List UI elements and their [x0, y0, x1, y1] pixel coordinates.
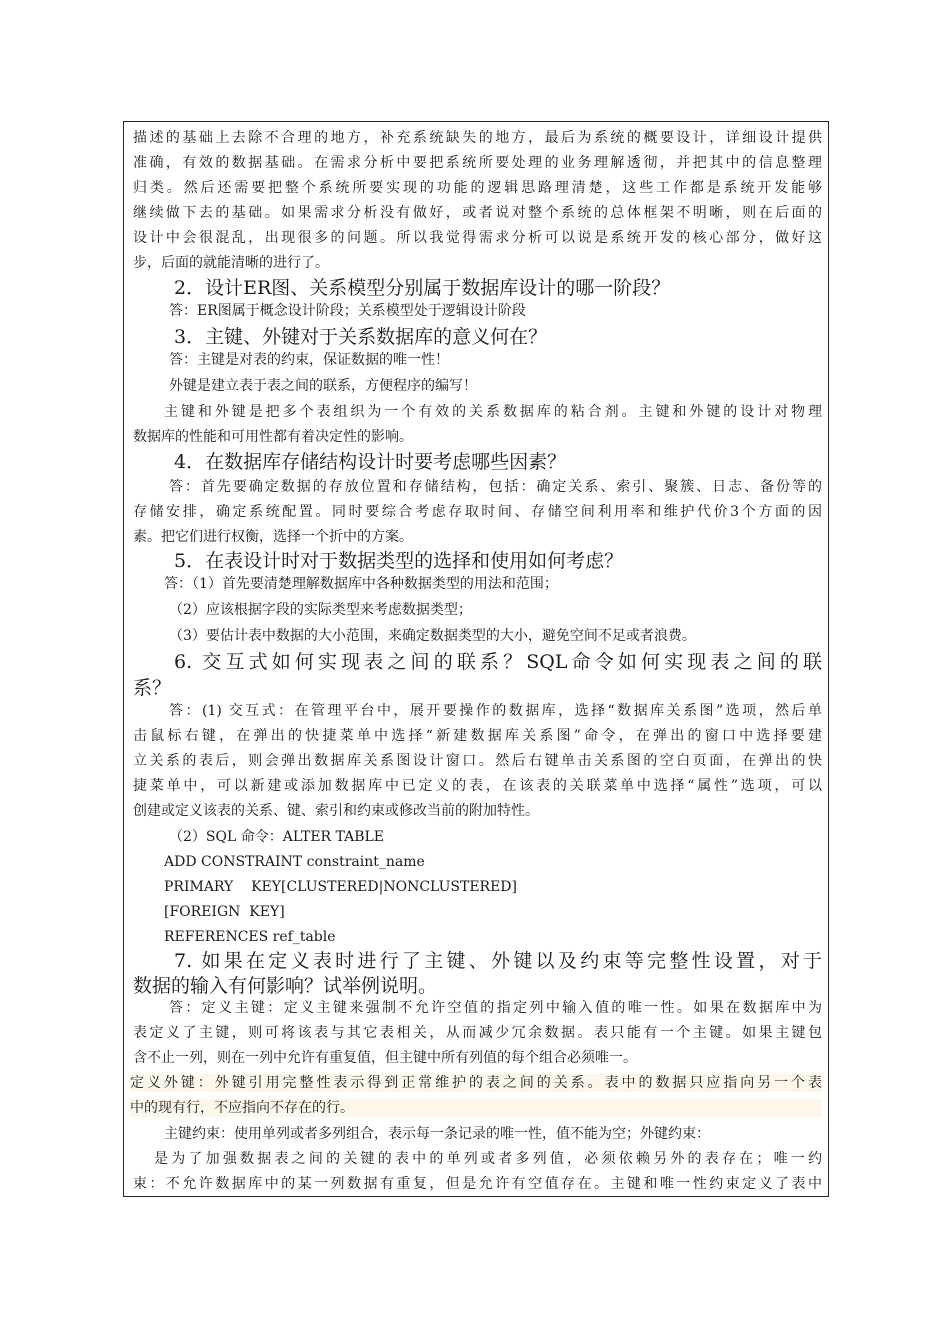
question-heading: 5．在表设计时对于数据类型的选择和使用如何考虑？	[174, 550, 624, 572]
text-line: 继续做下去的基础。如果需求分析没有做好，或者说对整个系统的总体框架不明晰，则在后面的	[133, 205, 822, 221]
answer-line: 答：主键是对表的约束，保证数据的唯一性！	[169, 352, 449, 368]
answer-line: 束：不允许数据库中的某一列数据有重复，但是允许有空值存在。主键和唯一性约束定义了表中	[133, 1176, 822, 1192]
question-heading: 系？	[133, 677, 172, 699]
text-line: 设计中会很混乱，出现很多的问题。所以我觉得需求分析可以说是系统开发的核心部分，做好这	[133, 230, 822, 246]
answer-line: 中的现有行，不应指向不存在的行。	[130, 1099, 822, 1117]
answer-line: 答：ER图属于概念设计阶段；关系模型处于逻辑设计阶段	[169, 303, 526, 319]
answer-line: 是为了加强数据表之间的关键的表中的单列或者多列值，必须依赖另外的表存在；唯一约	[154, 1151, 822, 1167]
question-heading: 7. 如果在定义表时进行了主键、外键以及约束等完整性设置，对于	[174, 950, 822, 972]
question-heading: 4．在数据库存储结构设计时要考虑哪些因素？	[174, 451, 567, 473]
answer-line: 答：(1) 交互式：在管理平台中，展开要操作的数据库，选择“数据库关系图”选项，然后单	[169, 703, 822, 719]
answer-line: 定义外键：外键引用完整性表示得到正常维护的表之间的关系。表中的数据只应指向另一个表	[130, 1075, 822, 1091]
sql-line: PRIMARY KEY[CLUSTERED|NONCLUSTERED]	[164, 879, 517, 895]
answer-line: 创建或定义该表的关系、键、索引和约束或修改当前的附加特性。	[133, 803, 539, 819]
sql-line: ADD CONSTRAINT constraint_name	[164, 854, 425, 870]
text-line: 步，后面的就能清晰的进行了。	[133, 255, 329, 271]
answer-line: 击鼠标右键，在弹出的快捷菜单中选择“新建数据库关系图”命令，在弹出的窗口中选择要建	[133, 728, 822, 744]
answer-line: 表定义了主键，则可将该表与其它表相关，从而减少冗余数据。表只能有一个主键。如果主键包	[133, 1025, 822, 1041]
sql-line: REFERENCES ref_table	[164, 929, 336, 945]
text-line: 归类。然后还需要把整个系统所要实现的功能的逻辑思路理清楚，这些工作都是系统开发能够	[133, 180, 822, 196]
answer-line: 立关系的表后，则会弹出数据库关系图设计窗口。然后右键单击关系图的空白页面，在弹出的快	[133, 753, 822, 769]
question-heading: 数据的输入有何影响？试举例说明。	[133, 975, 438, 997]
answer-line: 外键是建立表于表之间的联系，方便程序的编写！	[169, 378, 477, 394]
answer-line: 含不止一列，则在一列中允许有重复值，但主键中所有列值的每个组合必须唯一。	[133, 1050, 637, 1066]
answer-line: 主键和外键是把多个表组织为一个有效的关系数据库的粘合剂。主键和外键的设计对物理	[164, 404, 822, 420]
question-heading: 2．设计ER图、关系模型分别属于数据库设计的哪一阶段？	[174, 277, 671, 299]
question-heading: 3．主键、外键对于关系数据库的意义何在？	[174, 326, 548, 348]
text-line: 准确，有效的数据基础。在需求分析中要把系统所要处理的业务理解透彻，并把其中的信息整理	[133, 155, 822, 171]
answer-line: （3）要估计表中数据的大小范围，来确定数据类型的大小，避免空间不足或者浪费。	[169, 628, 696, 644]
answer-line: 主键约束：使用单列或者多列组合，表示每一条记录的唯一性，值不能为空；外键约束：	[164, 1126, 710, 1142]
sql-line: （2）SQL 命令：ALTER TABLE	[169, 829, 385, 845]
answer-line: 数据库的性能和可用性都有着决定性的影响。	[133, 429, 413, 445]
answer-line: 答：（1）首先要清楚理解数据库中各种数据类型的用法和范围；	[164, 576, 558, 592]
answer-line: 捷菜单中，可以新建或添加数据库中已定义的表，在该表的关联菜单中选择“属性”选项，可以	[133, 778, 822, 794]
answer-line: 答：首先要确定数据的存放位置和存储结构，包括：确定关系、索引、聚簇、日志、备份等的	[169, 479, 822, 495]
document-frame	[123, 121, 829, 1197]
text-line: 描述的基础上去除不合理的地方，补充系统缺失的地方，最后为系统的概要设计，详细设计提供	[133, 130, 822, 146]
question-heading: 6. 交互式如何实现表之间的联系？SQL命令如何实现表之间的联	[174, 651, 822, 673]
answer-line: 存储安排，确定系统配置。同时要综合考虑存取时间、存储空间利用率和维护代价3个方面的因	[133, 504, 822, 520]
sql-line: [FOREIGN KEY]	[164, 904, 285, 920]
answer-line: 素。把它们进行权衡，选择一个折中的方案。	[133, 529, 413, 545]
answer-line: （2）应该根据字段的实际类型来考虑数据类型；	[169, 602, 472, 618]
answer-line: 答：定义主键：定义主键来强制不允许空值的指定列中输入值的唯一性。如果在数据库中为	[169, 1000, 822, 1016]
